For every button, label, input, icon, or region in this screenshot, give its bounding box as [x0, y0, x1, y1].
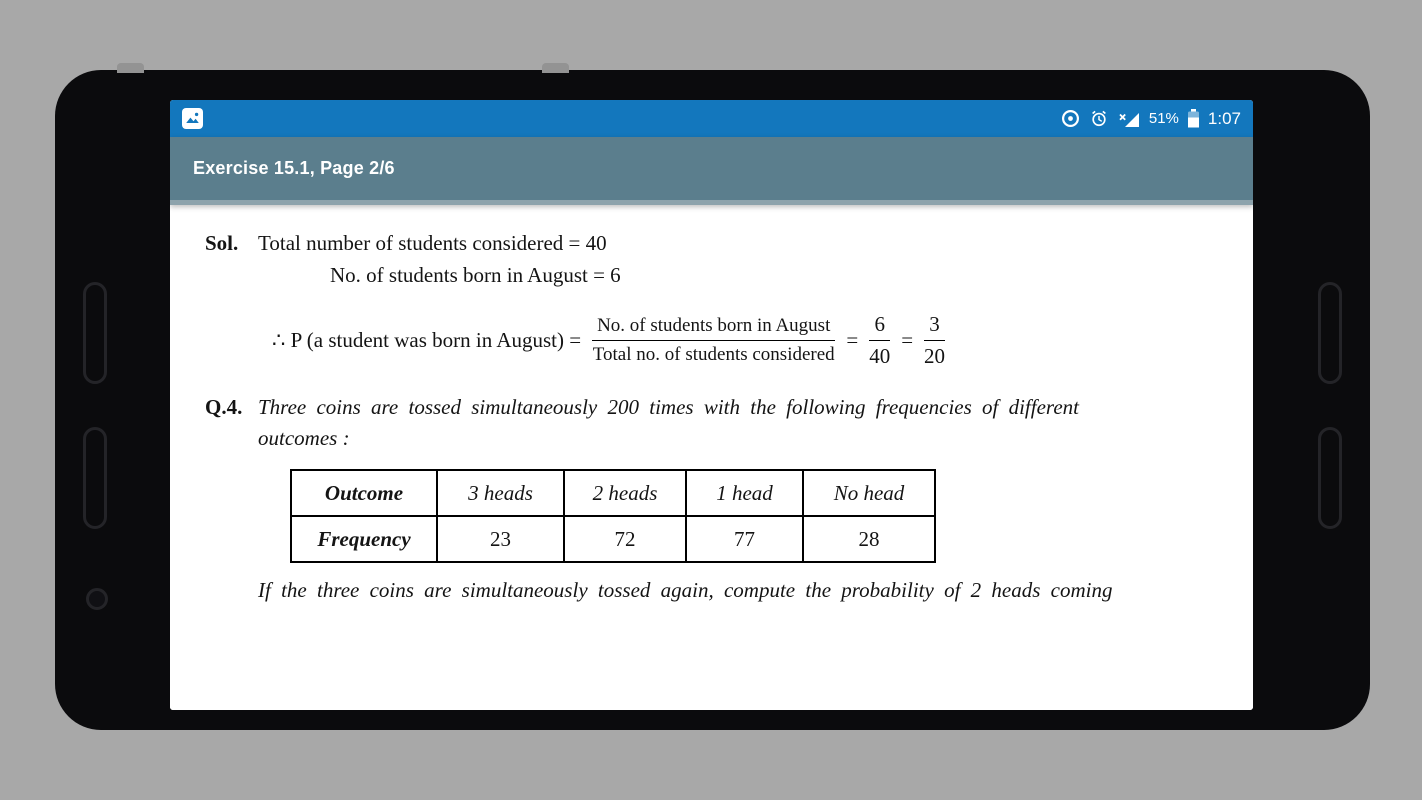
- solution-line-1: [205, 231, 1225, 256]
- fraction-text: [592, 315, 835, 366]
- probability-equation: [272, 312, 1225, 369]
- question-label: Q.4.: [205, 395, 243, 419]
- battery-percent-label: 51%: [1148, 110, 1179, 127]
- left-bezel-button-top: [83, 282, 107, 384]
- fraction-denominator: 20: [924, 344, 946, 368]
- right-bezel-button-bottom: [1318, 427, 1342, 529]
- clock-label: 1:07: [1207, 108, 1241, 128]
- fraction-6-40: [869, 312, 890, 369]
- fraction-numerator: No. of students born in August: [592, 315, 835, 341]
- table-header-cell: 2 heads: [564, 470, 686, 516]
- table-row: [291, 516, 935, 562]
- power-button: [117, 63, 144, 73]
- right-bezel-button-top: [1318, 282, 1342, 384]
- table-cell: 77: [686, 516, 803, 562]
- fraction-numerator: 3: [924, 312, 945, 341]
- equals-sign: =: [901, 328, 914, 352]
- solution-text-1: Total number of students considered = 40: [258, 231, 607, 255]
- table-row-label: Frequency: [291, 516, 437, 562]
- table-row: [291, 470, 935, 516]
- question-text-2: outcomes :: [258, 426, 350, 450]
- fraction-3-20: [924, 312, 945, 369]
- table-cell: 28: [803, 516, 935, 562]
- table-header-cell: 1 head: [686, 470, 803, 516]
- table-cell: 23: [437, 516, 564, 562]
- left-bezel-button-bottom: [83, 427, 107, 529]
- solution-line-2: No. of students born in August = 6: [330, 263, 621, 287]
- device-frame: [55, 70, 1370, 730]
- gallery-notification-icon: [182, 108, 203, 129]
- equals-sign: =: [846, 328, 859, 352]
- camera-dot: [86, 588, 108, 610]
- status-bar: [170, 100, 1253, 137]
- alarm-clock-icon: [1089, 109, 1109, 129]
- phone-screen: [170, 100, 1253, 710]
- table-header-cell: Outcome: [291, 470, 437, 516]
- data-saver-icon: [1061, 109, 1080, 128]
- question-text-1: Three coins are tossed simultaneously 200 times with the following frequencies of different: [258, 395, 1079, 419]
- sol-label: Sol.: [205, 231, 239, 255]
- fraction-numerator: 6: [869, 312, 890, 341]
- table-cell: 72: [564, 516, 686, 562]
- frequency-table: [290, 469, 936, 563]
- table-header-cell: No head: [803, 470, 935, 516]
- question-continuation-text: If the three coins are simultaneously tossed again, compute the probability of 2 heads coming: [258, 578, 1113, 602]
- document-page[interactable]: [170, 205, 1253, 710]
- table-header-cell: 3 heads: [437, 470, 564, 516]
- equation-prefix: ∴ P (a student was born in August) =: [272, 328, 582, 352]
- fraction-denominator: 40: [869, 344, 891, 368]
- page-title: Exercise 15.1, Page 2/6: [193, 158, 395, 178]
- volume-button: [542, 63, 569, 73]
- app-toolbar: [170, 137, 1253, 205]
- battery-icon: [1188, 109, 1199, 128]
- question-line-1: [205, 395, 1225, 420]
- no-signal-icon: [1118, 110, 1140, 128]
- fraction-denominator: Total no. of students considered: [592, 344, 835, 365]
